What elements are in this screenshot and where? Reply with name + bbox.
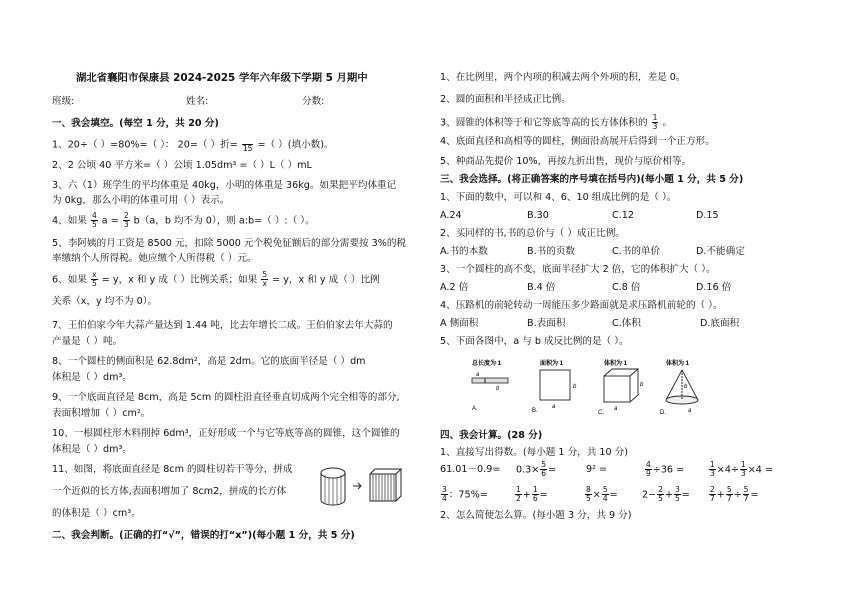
calc-part-1-heading: 1、直接写出得数。(每小题 1 分，共 10 分) xyxy=(440,447,629,458)
calc-4: $\frac{4}{9}$ ÷36 = xyxy=(646,460,685,478)
judge-3: 3、圆锥的体积等于和它等底等高的长方体体积的 $\frac{1}{3}$ 。 xyxy=(440,113,673,131)
question-1: 1、20÷（ ）=80%=（ ）： 20=（ ）折= 15 =（ ）(填小数)。 xyxy=(52,136,334,153)
fig-d-label: 体积为 1 xyxy=(666,361,690,367)
q1-fraction: 15 xyxy=(242,136,254,153)
score-label: 分数: xyxy=(302,96,325,107)
fig-b-var-a: a xyxy=(552,404,556,410)
calc-6: $\frac{3}{4}$ ：75%= xyxy=(442,485,488,503)
fig-c-var-b: b xyxy=(640,382,644,388)
calc-10: $\frac{2}{7}$ + $\frac{5}{7}$ ÷ $\frac{5}{7}$ = xyxy=(710,485,759,503)
choice-1-option-d: D.15 xyxy=(696,210,719,221)
choice-3-option-a: A.2 倍 xyxy=(440,282,469,293)
choice-5-figures xyxy=(470,356,720,416)
choice-1: 1、下面的数中，可以和 4、6、10 组成比例的是（ ）。 xyxy=(440,192,677,203)
fig-b-var-b: b xyxy=(573,384,577,390)
choice-2-option-a: A.书的本数 xyxy=(440,246,488,257)
calc-part-2-heading: 2、怎么简便怎么算。(每小题 3 分，共 9 分) xyxy=(440,510,632,521)
calc-8: $\frac{8}{5}$ × $\frac{5}{4}$ = xyxy=(586,485,618,503)
section-1-heading: 一、我会填空。(每空 1 分，共 20 分) xyxy=(52,118,219,129)
section-2-heading: 二、我会判断。(正确的打“√”，错误的打“x”)(每小题 1 分，共 5 分) xyxy=(52,530,355,541)
judge-1: 1、在比例里，两个内项的积减去两个外项的积，差是 0。 xyxy=(440,72,686,83)
judge-4: 4、底面直径和高相等的圆柱，侧面沿高展开后得到一个正方形。 xyxy=(440,136,715,147)
name-label: 姓名: xyxy=(186,96,209,107)
fig-c-label: 体积为 1 xyxy=(604,361,628,367)
question-2: 2、2 公顷 40 平方米=（ ）公顷 1.05dm³ =（ ）L（ ）mL xyxy=(52,160,312,171)
exam-title: 湖北省襄阳市保康县 2024-2025 学年六年级下学期 5 月期中 xyxy=(76,72,368,84)
question-11-line-1: 11、如图，将底面直径是 8cm 的圆柱切若干等分，拼成 xyxy=(52,464,293,475)
choice-4: 4、压路机的前轮转动一周能压多少路面就是求压路机前轮的（ ）。 xyxy=(440,300,723,311)
fig-a-var-a: a xyxy=(476,372,480,378)
question-11-line-2: 一个近似的长方体,表面积增加了 8cm2，拼成的长方体 xyxy=(52,486,287,497)
fig-a-var-b: b xyxy=(496,386,500,392)
question-11-line-3: 的体积是（ ）cm³。 xyxy=(52,508,141,519)
question-10-line-2: 体积是（ ）dm³。 xyxy=(52,444,132,455)
fig-d-letter: D. xyxy=(660,410,666,416)
question-7-line-1: 7、王伯伯家今年大蒜产量达到 1.44 吨，比去年增长二成。王伯伯家去年大蒜的 xyxy=(52,320,393,331)
choice-2-option-b: B.书的页数 xyxy=(527,246,576,257)
fig-c-var-a: a xyxy=(614,406,618,412)
calc-5: $\frac{1}{3}$ ×4÷ $\frac{1}{3}$ ×4 = xyxy=(710,460,773,478)
question-9-line-1: 9、一个底面直径是 8cm，高是 5cm 的圆柱沿直径垂直切成两个完全相等的部分, xyxy=(52,392,400,403)
class-label: 班级: xyxy=(52,96,75,107)
choice-4-option-a: A 侧面积 xyxy=(440,318,479,329)
fig-a-label: 总长度为 1 xyxy=(472,361,502,367)
choice-4-option-c: C.体积 xyxy=(612,318,641,329)
question-5-line-2: 率缴纳个人所得税。她应缴个人所得税（ ）元。 xyxy=(52,253,257,264)
choice-3-option-d: D.16 倍 xyxy=(696,282,732,293)
calc-1: 61.01－0.9= xyxy=(440,464,501,475)
choice-2: 2、买同样的书,书的总价与（ ）成正比例。 xyxy=(440,228,625,239)
question-3-line-2: 为 0kg，那么小明的体重可用（ ）表示。 xyxy=(52,195,230,206)
choice-3: 3、一个圆柱的高不变，底面半径扩大 2 倍，它的体积扩大（ ）。 xyxy=(440,264,716,275)
question-4: 4、如果 $\frac{4}{5}$ a = $\frac{2}{3}$ b（a，b 均不为 0），则 a:b=（ ）:（ ）。 xyxy=(52,211,315,229)
judge-2: 2、圆的面积和半径成正比例。 xyxy=(440,94,571,105)
cylinder-cut-figure xyxy=(318,466,408,508)
question-9-line-2: 表面积增加（ ）cm²。 xyxy=(52,408,151,419)
question-6: 6、如果 $\frac{x}{5}$ = y，x 和 y 成（ ）比例关系；如果 $\frac{5}{x}$ = y，x 和 y 成（ ）比例 xyxy=(52,270,380,288)
calc-3: 9² = xyxy=(586,464,608,475)
fig-c-letter: C. xyxy=(598,410,604,416)
question-3-line-1: 3、六（1）班学生的平均体重是 40kg，小明的体重是 36kg。如果把平均体重记 xyxy=(52,180,397,191)
choice-5: 5、下面各图中，a 与 b 成反比例的是（ ）。 xyxy=(440,336,629,347)
section-3-heading: 三、我会选择。(将正确答案的序号填在括号内)(每小题 1 分，共 5 分) xyxy=(440,174,744,185)
choice-1-option-c: C.12 xyxy=(612,210,634,221)
choice-2-option-d: D.不能确定 xyxy=(696,246,745,257)
choice-3-option-b: B.4 倍 xyxy=(527,282,556,293)
calc-9: 2− $\frac{2}{5}$ + $\frac{3}{5}$ = xyxy=(642,485,690,503)
question-5-line-1: 5、李阿姨的月工资是 8500 元，扣除 5000 元个税免征额后的部分需要按 3%的税 xyxy=(52,238,407,249)
fig-d-var-a: a xyxy=(688,408,692,414)
question-6-line-2: 关系（x，y 均不为 0）。 xyxy=(52,296,158,307)
calc-7: $\frac{1}{2}$ + $\frac{1}{6}$ = xyxy=(516,485,548,503)
choice-2-option-c: C.书的单价 xyxy=(612,246,661,257)
question-7-line-2: 产量是（ ）吨。 xyxy=(52,336,123,347)
choice-3-option-c: C.8 倍 xyxy=(612,282,641,293)
fig-b-letter: B. xyxy=(532,408,538,414)
fig-b-label: 面积为 1 xyxy=(540,361,564,367)
fig-d-var-b: b xyxy=(684,384,688,390)
section-4-heading: 四、我会计算。(28 分) xyxy=(440,430,543,441)
choice-4-option-b: B.表面积 xyxy=(527,318,566,329)
choice-1-option-b: B.30 xyxy=(527,210,549,221)
fig-a-letter: A. xyxy=(472,406,478,412)
calc-2: 0.3× $\frac{5}{6}$ = xyxy=(516,460,557,478)
question-10-line-1: 10、一根圆柱形木料削掉 6dm³，正好形成一个与它等底等高的圆锥，这个圆锥的 xyxy=(52,428,400,439)
question-8-line-1: 8、一个圆柱的侧面积是 62.8dm²，高是 2dm。它的底面半径是（ ）dm xyxy=(52,356,366,367)
choice-1-option-a: A.24 xyxy=(440,210,462,221)
judge-5: 5、种商品先提价 10%，再按九折出售，现价与原价相等。 xyxy=(440,156,692,167)
choice-4-option-d: D.底面积 xyxy=(700,318,740,329)
question-8-line-2: 体积是（ ）dm³。 xyxy=(52,372,132,383)
